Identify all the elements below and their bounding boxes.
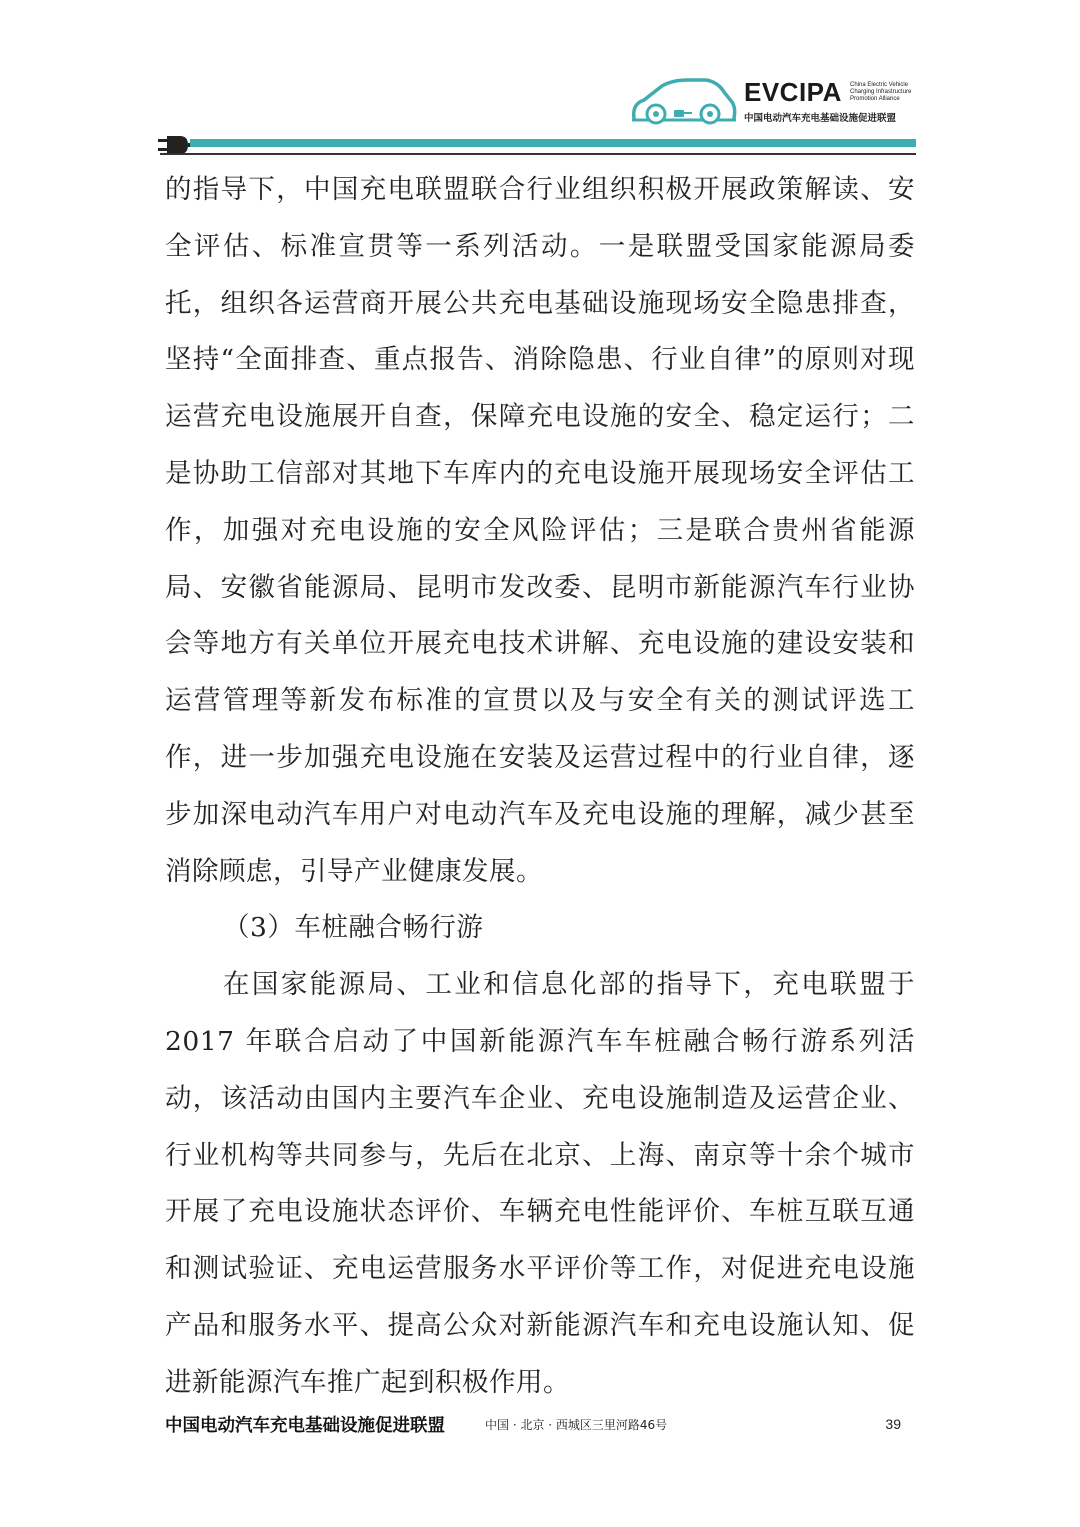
logo-text-block [744,78,924,124]
page-footer [165,1412,915,1436]
logo-subtitle-line: Charging Infrastructure [850,89,912,95]
body-paragraph: 的指导下，中国充电联盟联合行业组织积极开展政策解读、安全评估、标准宣贯等一系列活动。一是联盟受国家能源局委托，组织各运营商开展公共充电基础设施现场安全隐患排查，坚持“全面排查、重点报告、消除隐患、行业自律”的原则对现运营充电设施展开自查，保障充电设施的安全、稳定运行；二是协助工信部对其地下车库内的充电设施开展现场安全评估工作，加强对充电设施的安全风险评估；三是联合贵州省能源局、安徽省能源局、昆明市发改委、昆明市新能源汽车行业协会等地方有关单位开展充电技术讲解、充电设施的建设安装和运营管理等新发布标准的宣贯以及与安全有关的测试评选工作，进一步加强充电设施在安装及运营过程中的行业自律，逐步加深电动汽车用户对电动汽车及充电设施的理解，减少甚至消除顾虑，引导产业健康发展。 [165,174,915,887]
page-header [0,0,1080,160]
page-number: 39 [885,1416,901,1432]
page-body [165,162,915,1412]
header-divider [160,153,916,155]
logo-subtitle [850,82,930,103]
body-paragraph: 在国家能源局、工业和信息化部的指导下，充电联盟于2017 年联合启动了中国新能源汽车车桩融合畅行游系列活动，该活动由国内主要汽车企业、充电设施制造及运营企业、行业机构等共同参与，先后在北京、上海、南京等十余个城市开展了充电设施状态评价、车辆充电性能评价、车桩互联互通和测试验证、充电运营服务水平评价等工作，对促进充电设施产品和服务水平、提高公众对新能源汽车和充电设施认知、促进新能源汽车推广起到积极作用。 [165,969,915,1398]
footer-organization: 中国电动汽车充电基础设施促进联盟 [165,1416,445,1436]
logo-chinese-name: 中国电动汽车充电基础设施促进联盟 [744,113,897,124]
logo-subtitle-line: Promotion Alliance [850,96,900,102]
section-heading: （3）车桩融合畅行游 [223,912,484,944]
logo-main-text: EVCIPA [744,77,842,107]
car-logo-icon [628,74,738,130]
header-accent-bar [190,139,916,147]
logo-subtitle-line: China Electric Vehicle [850,82,909,88]
footer-address: 中国 · 北京 · 西城区三里河路46号 [485,1418,668,1432]
